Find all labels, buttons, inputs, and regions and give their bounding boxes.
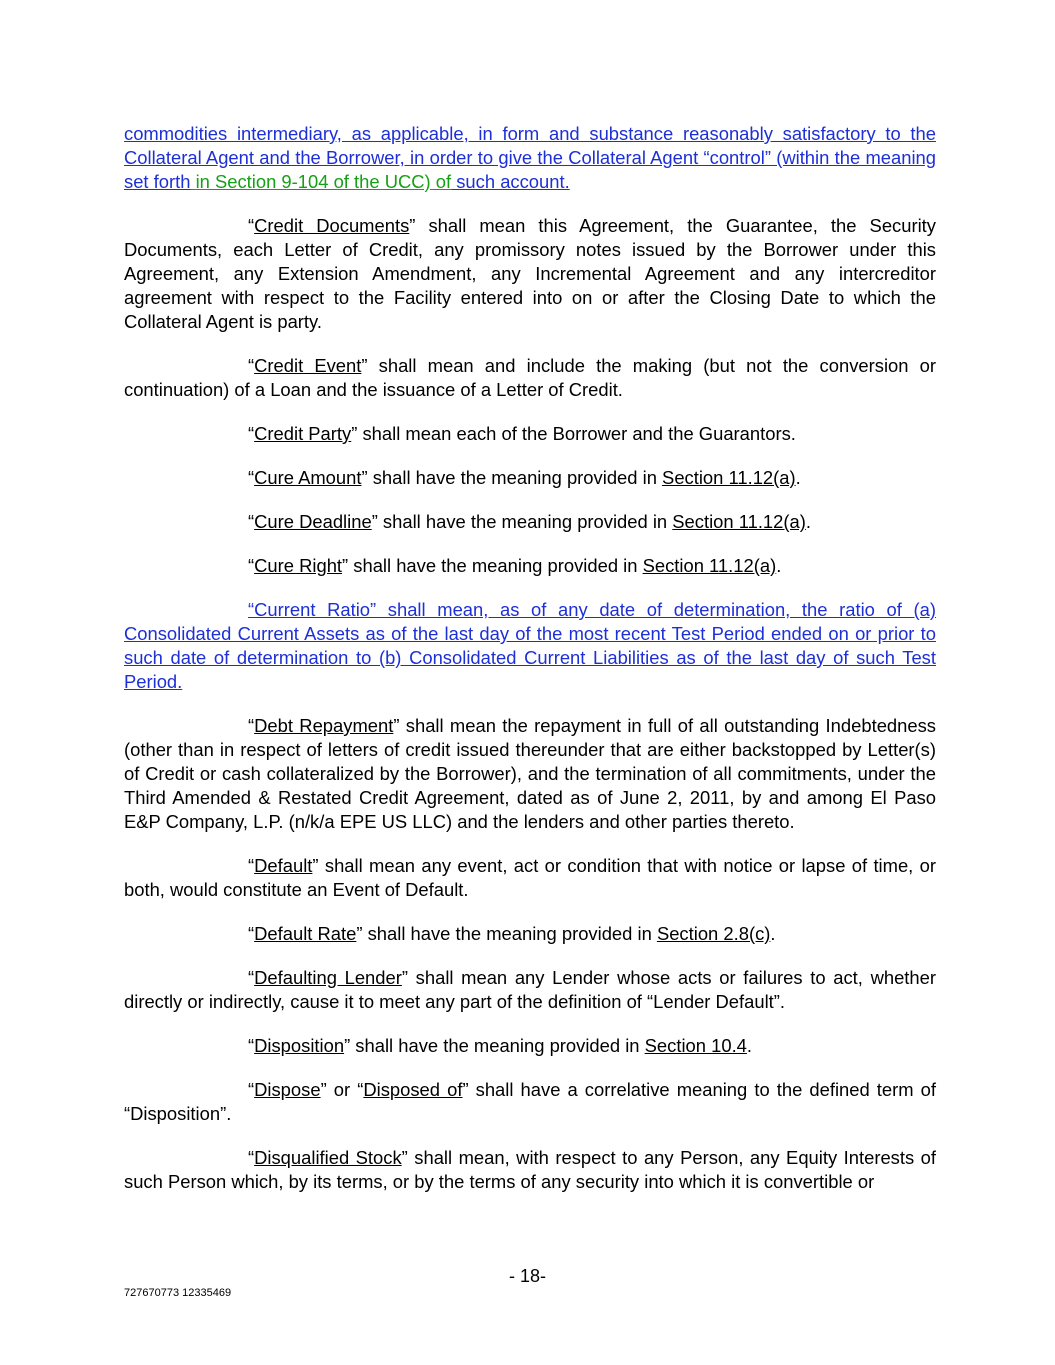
definition-credit-documents: “Credit Documents” shall mean this Agreement, the Guarantee, the Security Documents, each Letter of Credit, any promissory notes issued by the Borrower under this Agreement, any Extension Amendment, any Incremental Agreement and any intercreditor agreement with respect to the Facility entered into on or after the Closing Date to which the Collateral Agent is party. bbox=[124, 215, 936, 332]
defined-term: Default bbox=[254, 855, 313, 876]
inserted-text: commodities intermediary, as applicable, in form and substance reasonably satisfactory to the Collateral Agent and the Borrower, in order to give the Collateral Agent “control” (within the meaning set forth bbox=[124, 123, 936, 192]
defined-term: Debt Repayment bbox=[254, 715, 394, 736]
definition-text: ” shall have the meaning provided in bbox=[342, 555, 643, 576]
definition-current-ratio bbox=[124, 598, 936, 694]
section-reference: Section 11.12(a) bbox=[662, 467, 796, 488]
definition-text: ” shall mean the repayment in full of all outstanding Indebtedness (other than in respect of letters of credit issued thereunder that are either backstopped by Letter(s) of Credit or cash collateralized by the Borrower), and the termination of all commitments, under the Third Amended & Restated Credit Agreement, dated as of June 2, 2011, by and among El Paso E&P Company, L.P. (n/k/a EPE US LLC) and the lenders and other parties thereto. bbox=[124, 715, 936, 832]
definition-text: ” shall mean and include the making (but not the conversion or continuation) of a Loan and the issuance of a Letter of Credit. bbox=[124, 355, 936, 400]
definition-text: ” shall have the meaning provided in bbox=[356, 923, 657, 944]
defined-term: Credit Documents bbox=[254, 215, 410, 236]
definition-text: ” shall mean, with respect to any Person, any Equity Interests of such Person which, by its terms, or by the terms of any security into which it is convertible or bbox=[124, 1147, 936, 1192]
section-reference: Section 2.8(c) bbox=[656, 923, 771, 944]
document-id: 727670773 12335469 bbox=[124, 1287, 232, 1299]
definition-default: “Default” shall mean any event, act or condition that with notice or lapse of time, or both, would constitute an Event of Default. bbox=[124, 855, 936, 900]
defined-term: Credit Party bbox=[254, 423, 352, 444]
section-reference: Section 11.12(a) bbox=[642, 555, 777, 576]
defined-term: Default Rate bbox=[254, 923, 357, 944]
definition-text: ” shall mean any event, act or condition that with notice or lapse of time, or both, would constitute an Event of Default. bbox=[124, 855, 936, 900]
defined-term: Defaulting Lender bbox=[254, 967, 402, 988]
definition-credit-party: “Credit Party” shall mean each of the Borrower and the Guarantors. bbox=[248, 423, 796, 444]
moved-text: in Section 9-104 of the UCC) of bbox=[190, 171, 452, 192]
definition-text: ” shall have the meaning provided in bbox=[344, 1035, 645, 1056]
inserted-text: “Current Ratio” shall mean, as of any date of determination, the ratio of (a) Consolidated Current Assets as of the last day of the most recent Test Period ended on or prior to such date of determination to (b) Consolidated Current Liabilities as of the last day of such Test Period. bbox=[124, 599, 936, 692]
definition-disqualified-stock: “Disqualified Stock” shall mean, with respect to any Person, any Equity Interests of such Person which, by its terms, or by the terms of any security into which it is convertible or bbox=[124, 1147, 936, 1192]
defined-term: Cure Amount bbox=[254, 467, 362, 488]
definition-disposition: “Disposition” shall have the meaning provided in Section 10.4. bbox=[248, 1035, 753, 1056]
definition-text: ” shall mean any Lender whose acts or failures to act, whether directly or indirectly, cause it to meet any part of the definition of “Lender Default”. bbox=[124, 967, 936, 1012]
definition-text: ” shall have the meaning provided in bbox=[361, 467, 663, 488]
definition-defaulting-lender: “Defaulting Lender” shall mean any Lender whose acts or failures to act, whether directly or indirectly, cause it to meet any part of the definition of “Lender Default”. bbox=[124, 967, 936, 1012]
document-page bbox=[124, 122, 936, 1214]
definition-cure-right: “Cure Right” shall have the meaning provided in Section 11.12(a). bbox=[248, 555, 782, 576]
definition-cure-deadline: “Cure Deadline” shall have the meaning provided in Section 11.12(a). bbox=[248, 511, 811, 532]
defined-term: Disposed of bbox=[363, 1079, 463, 1100]
defined-term: Disqualified Stock bbox=[254, 1147, 402, 1168]
page-number: - 18- bbox=[508, 1266, 546, 1286]
defined-term: Cure Deadline bbox=[254, 511, 372, 532]
definition-debt-repayment: “Debt Repayment” shall mean the repayment in full of all outstanding Indebtedness (other than in respect of letters of credit issued thereunder that are either backstopped by Letter(s) of Credit or cash collateralized by the Borrower), and the termination of all commitments, under the Third Amended & Restated Credit Agreement, dated as of June 2, 2011, by and among El Paso E&P Company, L.P. (n/k/a EPE US LLC) and the lenders and other parties thereto. bbox=[124, 715, 936, 832]
paragraph-control-continuation bbox=[124, 122, 936, 194]
definition-text: ” shall have the meaning provided in bbox=[371, 511, 673, 532]
definition-dispose: “Dispose” or “Disposed of” shall have a correlative meaning to the defined term of “Disposition”. bbox=[124, 1079, 936, 1124]
definition-credit-event: “Credit Event” shall mean and include the making (but not the conversion or continuation) of a Loan and the issuance of a Letter of Credit. bbox=[124, 355, 936, 400]
defined-term: Cure Right bbox=[254, 555, 343, 576]
defined-term: Dispose bbox=[254, 1079, 321, 1100]
definition-default-rate: “Default Rate” shall have the meaning provided in Section 2.8(c). bbox=[248, 923, 776, 944]
definition-text: ” shall have a correlative meaning to the defined term of “Disposition”. bbox=[124, 1079, 936, 1124]
section-reference: Section 11.12(a) bbox=[672, 511, 806, 532]
definition-text: ” shall mean each of the Borrower and the Guarantors. bbox=[351, 423, 796, 444]
defined-term: Disposition bbox=[254, 1035, 345, 1056]
definition-cure-amount: “Cure Amount” shall have the meaning provided in Section 11.12(a). bbox=[248, 467, 801, 488]
inserted-text: such account. bbox=[451, 171, 570, 192]
defined-term: Credit Event bbox=[254, 355, 362, 376]
section-reference: Section 10.4 bbox=[644, 1035, 747, 1056]
definition-text: ” shall mean this Agreement, the Guarantee, the Security Documents, each Letter of Credit, any promissory notes issued by the Borrower under this Agreement, any Extension Amendment, any Incremental Agreement and any intercreditor agreement with respect to the Facility entered into on or after the Closing Date to which the Collateral Agent is party. bbox=[124, 215, 936, 332]
